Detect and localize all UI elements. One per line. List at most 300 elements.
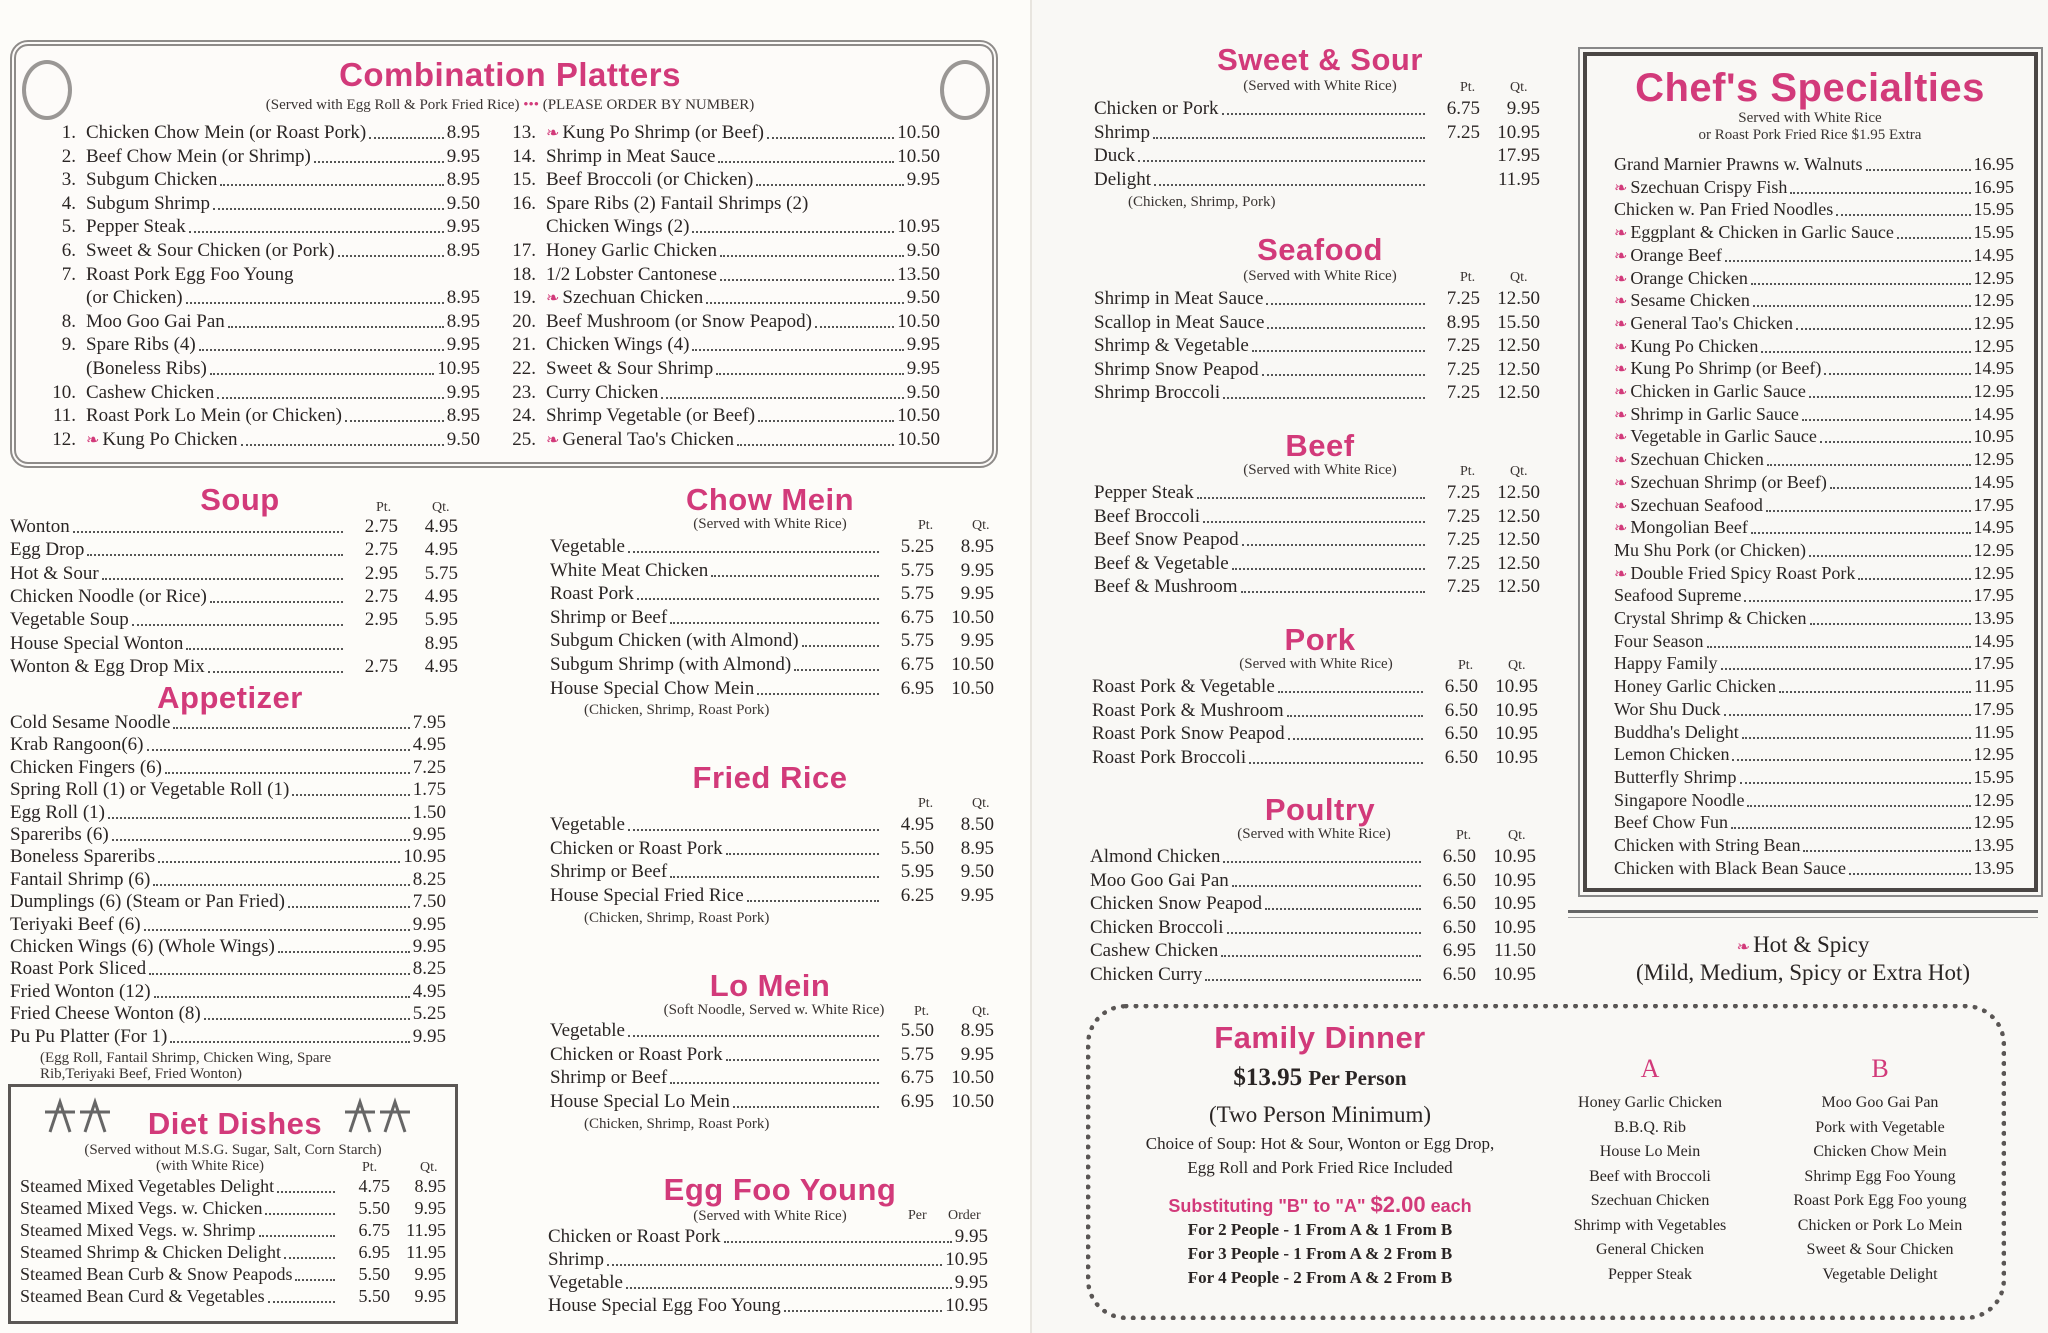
family-choice-item: Shrimp Egg Foo Young (1804, 1167, 1956, 1185)
combo-item (40, 287, 480, 310)
appetizer-item (10, 779, 446, 802)
item-price: 17.95 (1973, 698, 2014, 719)
item-price-pt: 7.25 (1446, 505, 1480, 527)
seafood-item (1094, 335, 1540, 358)
pupu-note-1: (Egg Roll, Fantail Shrimp, Chicken Wing, Spare (40, 1050, 332, 1066)
chow-mein-item (550, 654, 994, 677)
leader-dots (186, 648, 343, 650)
poultry-title: Poultry (1264, 792, 1376, 827)
chefs-specialties-title: Chef's Specialties (1635, 66, 1985, 110)
chef-figure-icon (340, 1092, 420, 1136)
family-minimum: (Two Person Minimum) (1209, 1102, 1431, 1127)
seafood-item (1094, 382, 1540, 405)
leader-dots (144, 929, 410, 931)
item-name: Fantail Shrimp (6) (10, 868, 151, 890)
item-price-qt: 11.95 (406, 1242, 446, 1262)
item-price: 12.95 (1973, 744, 2014, 765)
item-name: White Meat Chicken (550, 559, 709, 581)
item-price-pt: 8.95 (1446, 311, 1480, 333)
item-name: Steamed Bean Curb & Snow Peapods (20, 1264, 293, 1284)
item-name: Vegetable (548, 1272, 623, 1293)
item-price: 9.50 (906, 287, 940, 309)
item-name: Steamed Bean Curd & Vegetables (20, 1286, 265, 1306)
item-name: Subgum Chicken (with Almond) (550, 630, 799, 652)
family-people-rule: For 2 People - 1 From A & 1 From B (1187, 1220, 1453, 1239)
item-price: 11.95 (1974, 676, 2014, 697)
leader-dots (1820, 441, 1971, 443)
poultry-qt-header: Qt. (1508, 828, 1526, 843)
leader-dots (670, 622, 879, 624)
item-number: 20. (512, 310, 536, 332)
item-name: Chicken Curry (1090, 964, 1203, 985)
item-price-qt: 4.95 (424, 655, 458, 677)
combo-item (500, 311, 940, 334)
item-price: 7.25 (412, 756, 446, 778)
item-name: Egg Drop (10, 539, 85, 561)
seafood-item (1094, 312, 1540, 335)
chef-special-item (1614, 358, 2014, 381)
leader-dots (1744, 600, 1970, 602)
fried-rice-note: (Chicken, Shrimp, Roast Pork) (584, 910, 770, 926)
item-price: 10.95 (403, 846, 446, 868)
item-name: Lemon Chicken (1614, 744, 1730, 765)
diet-subtitle-2: (with White Rice) (155, 1158, 265, 1174)
item-price-pt: 6.75 (900, 1067, 934, 1089)
item-price: 8.95 (446, 310, 480, 332)
item-name: Pepper Steak (86, 216, 186, 238)
chow-mein-item (550, 536, 994, 559)
appetizer-item (10, 1026, 446, 1049)
combo-item (500, 382, 940, 405)
item-name: Chicken or Roast Pork (550, 837, 723, 859)
item-name: Pepper Steak (1094, 482, 1194, 503)
item-price-qt: 4.95 (424, 539, 458, 561)
item-number: 9. (61, 334, 76, 356)
leader-dots (284, 1257, 335, 1259)
leader-dots (726, 1059, 879, 1061)
item-name: Seafood Supreme (1614, 585, 1742, 606)
item-price-qt: 15.50 (1497, 311, 1540, 333)
scroll-ornament-right (940, 60, 990, 120)
item-name: Eggplant & Chicken in Garlic Sauce (1630, 222, 1894, 243)
item-price: 14.95 (1973, 244, 2014, 265)
item-price-pt: 6.95 (1442, 940, 1476, 962)
item-name: Roast Pork Sliced (10, 958, 147, 980)
chow-mein-subtitle: (Served with White Rice) (693, 516, 847, 532)
item-price: 13.95 (1973, 608, 2014, 628)
item-name: Roast Pork & Vegetable (1092, 676, 1275, 697)
sweet-sour-note: (Chicken, Shrimp, Pork) (1128, 194, 1276, 210)
item-name: Szechuan Crispy Fish (1630, 176, 1788, 197)
hot-pepper-icon: ❧ (1614, 406, 1628, 424)
soup-pt-header: Pt. (376, 500, 392, 515)
item-name: Honey Garlic Chicken (1614, 676, 1776, 697)
leader-dots (112, 839, 410, 841)
sweet-sour-title: Sweet & Sour (1217, 42, 1423, 77)
item-name: Chicken in Garlic Sauce (1630, 381, 1806, 401)
item-name: Roast Pork Egg Foo Young (86, 263, 294, 285)
appetizer-item (10, 936, 446, 959)
leader-dots (1897, 237, 1971, 239)
item-name: Shrimp or Beef (550, 861, 668, 883)
friedrice-qt-header: Qt. (972, 796, 990, 811)
item-price-qt: 12.50 (1497, 382, 1540, 404)
item-price-pt: 7.25 (1446, 335, 1480, 357)
item-price-pt: 6.25 (900, 884, 934, 906)
leader-dots (369, 137, 444, 139)
item-price-pt: 6.75 (358, 1220, 390, 1240)
chef-special-item (1614, 381, 2014, 404)
beef-item (1094, 529, 1540, 552)
egg-foo-young-item (548, 1272, 988, 1295)
item-price: 9.95 (446, 145, 480, 167)
egg-foo-per-header: Per (908, 1208, 927, 1223)
item-price: 9.50 (906, 381, 940, 403)
poultry-subtitle: (Served with White Rice) (1237, 826, 1391, 842)
item-price: 8.95 (446, 122, 480, 143)
item-name: House Special Egg Foo Young (548, 1295, 781, 1316)
item-price-pt: 6.50 (1442, 846, 1476, 867)
family-dinner-title: Family Dinner (1214, 1020, 1426, 1055)
leader-dots (265, 1213, 335, 1215)
item-name: House Special Wonton (10, 632, 184, 654)
leader-dots (1232, 568, 1425, 570)
item-name: Vegetable (550, 814, 625, 835)
item-price-pt: 5.75 (900, 1043, 934, 1065)
appetizer-item (10, 891, 446, 914)
leader-dots (154, 996, 410, 998)
appetizer-item (10, 846, 446, 869)
item-price: 8.95 (446, 287, 480, 309)
combo-item (40, 264, 480, 287)
seafood-pt-header: Pt. (1460, 270, 1476, 285)
diet-item (20, 1242, 446, 1265)
item-price-qt: 4.95 (424, 516, 458, 537)
leader-dots (626, 1287, 952, 1289)
item-price: 9.50 (906, 240, 940, 261)
leader-dots (170, 1041, 409, 1043)
item-name: Butterfly Shrimp (1614, 766, 1737, 787)
item-name: Fried Wonton (12) (10, 980, 151, 1002)
leader-dots (149, 973, 410, 975)
item-number: 11. (52, 405, 76, 427)
item-price: 12.95 (1973, 312, 2014, 333)
item-price: 9.95 (446, 216, 480, 238)
leader-dots (1288, 738, 1423, 740)
item-price-pt: 6.95 (900, 1090, 934, 1112)
item-name: Roast Pork & Mushroom (1092, 699, 1284, 721)
seafood-item (1094, 359, 1540, 382)
leader-dots (1866, 169, 1971, 171)
item-price-qt: 17.95 (1497, 145, 1540, 167)
pork-title: Pork (1284, 622, 1356, 657)
item-name: Hot & Sour (10, 562, 99, 584)
chowmein-qt-header: Qt. (972, 518, 990, 533)
egg-foo-young-item (548, 1295, 988, 1318)
leader-dots (102, 578, 343, 580)
item-price: 9.95 (412, 936, 446, 957)
chef-special-item (1614, 404, 2014, 427)
item-name: Orange Chicken (1630, 267, 1748, 288)
chef-special-item (1614, 767, 2014, 790)
diet-item (20, 1176, 446, 1199)
item-name: Boneless Spareribs (10, 846, 156, 868)
combo-item (40, 405, 480, 428)
combo-item (500, 240, 940, 263)
chef-subtitle-1: Served with White Rice (1738, 110, 1882, 126)
item-price-pt: 2.75 (364, 655, 398, 677)
leader-dots (165, 772, 410, 774)
item-name: Steamed Shrimp & Chicken Delight (20, 1242, 281, 1262)
item-name: Chicken Fingers (6) (10, 756, 162, 778)
leader-dots (1830, 487, 1971, 489)
leader-dots (158, 861, 400, 863)
chow-mein-title: Chow Mein (685, 482, 855, 517)
leader-dots (1731, 827, 1971, 829)
leader-dots (1249, 762, 1423, 764)
item-price: 12.95 (1973, 267, 2014, 288)
poultry-item (1090, 917, 1536, 940)
leader-dots (784, 1310, 942, 1312)
combo-item (40, 240, 480, 263)
leader-dots (1267, 327, 1425, 329)
combo-item (500, 122, 940, 145)
item-price-pt: 5.50 (900, 1020, 934, 1041)
chef-special-item (1614, 540, 2014, 563)
leader-dots (1223, 861, 1421, 863)
item-name: Fried Cheese Wonton (8) (10, 1003, 201, 1025)
leader-dots (173, 727, 409, 729)
item-name: Beef Chow Fun (1614, 812, 1728, 833)
leader-dots (767, 137, 894, 139)
combo-item (40, 311, 480, 334)
item-name: Beef & Mushroom (1094, 576, 1238, 598)
egg-foo-order-header: Order (948, 1208, 981, 1223)
item-number: 8. (61, 310, 76, 332)
leader-dots (1153, 137, 1425, 139)
item-name: Egg Roll (1) (10, 801, 105, 823)
hot-pepper-icon: ❧ (546, 290, 560, 308)
leader-dots (1222, 113, 1425, 115)
leader-dots (1858, 578, 1970, 580)
diet-subtitle-1: (Served without M.S.G. Sugar, Salt, Corn Starch) (84, 1142, 382, 1158)
combo-item (40, 122, 480, 145)
item-name: Shrimp & Vegetable (1094, 335, 1249, 357)
item-price: 9.95 (412, 1025, 446, 1047)
soup-qt-header: Qt. (432, 500, 450, 515)
leader-dots (1779, 691, 1971, 693)
item-price: 7.95 (412, 712, 446, 733)
item-name: Chicken w. Pan Fried Noodles (1614, 199, 1834, 220)
item-price: 14.95 (1973, 517, 2014, 538)
item-price-pt: 7.25 (1446, 576, 1480, 598)
leader-dots (1203, 521, 1425, 523)
sweet-sour-item (1094, 169, 1540, 192)
item-price: 10.95 (437, 358, 480, 379)
item-name: Sweet & Sour Shrimp (546, 358, 714, 379)
item-number: 5. (61, 216, 76, 238)
hot-pepper-icon: ❧ (1614, 338, 1628, 356)
item-number: 10. (52, 381, 76, 403)
pork-subtitle: (Served with White Rice) (1239, 656, 1393, 672)
chow-mein-item (550, 583, 994, 606)
leader-dots (1278, 691, 1423, 693)
item-name: Chicken Broccoli (1090, 916, 1224, 938)
leader-dots (295, 1279, 335, 1281)
fried-rice-item (550, 885, 994, 908)
soup-item (10, 656, 458, 679)
item-price: 9.95 (446, 334, 480, 356)
lo-mein-subtitle: (Soft Noodle, Served w. White Rice) (663, 1002, 885, 1018)
item-price: 10.95 (945, 1295, 988, 1316)
item-price-pt: 7.25 (1446, 121, 1480, 143)
item-name: Chicken Wings (2) (546, 216, 690, 238)
item-name: Wonton (10, 516, 70, 537)
appetizer-item (10, 734, 446, 757)
leader-dots (108, 817, 410, 819)
lo-mein-item (550, 1020, 994, 1043)
item-price: 9.95 (446, 381, 480, 403)
item-name: Subgum Chicken (86, 169, 218, 191)
item-name: Shrimp (548, 1249, 604, 1270)
diet-pt-header: Pt. (362, 1160, 378, 1175)
leader-dots (210, 601, 343, 603)
leader-dots (189, 231, 444, 233)
poultry-item (1090, 940, 1536, 963)
item-price-pt: 4.95 (900, 814, 934, 835)
item-price-pt: 7.25 (1446, 529, 1480, 551)
item-number: 3. (61, 169, 76, 191)
chef-special-item (1614, 699, 2014, 722)
combo-item (40, 216, 480, 239)
soup-item (10, 586, 458, 609)
item-price: 17.95 (1973, 494, 2014, 515)
leader-dots (1227, 932, 1422, 934)
leader-dots (292, 794, 409, 796)
item-number: 18. (512, 263, 536, 285)
item-price: 1.75 (412, 779, 446, 801)
pork-pt-header: Pt. (1458, 658, 1474, 673)
appetizer-item (10, 802, 446, 825)
seafood-qt-header: Qt. (1510, 270, 1528, 285)
item-price: 14.95 (1973, 471, 2014, 492)
hot-pepper-icon: ❧ (546, 125, 560, 142)
sweetsour-pt-header: Pt. (1460, 80, 1476, 95)
family-price: $13.95 Per Person (1233, 1064, 1407, 1091)
family-included: Egg Roll and Pork Fried Rice Included (1187, 1158, 1453, 1177)
item-number: 19. (512, 287, 536, 309)
item-price: 12.95 (1973, 539, 2014, 560)
item-price-pt: 5.75 (900, 583, 934, 605)
item-name: Grand Marnier Prawns w. Walnuts (1614, 154, 1863, 174)
item-name: House Special Fried Rice (550, 884, 744, 906)
item-price: 16.95 (1973, 176, 2014, 197)
chef-special-item (1614, 676, 2014, 699)
item-price-qt: 10.95 (1495, 723, 1538, 745)
family-substitution: Substituting "B" to "A" $2.00 each (1168, 1192, 1472, 1217)
item-name: Wor Shu Duck (1614, 698, 1721, 719)
item-name: Mongolian Beef (1630, 517, 1748, 538)
item-name: Vegetable Soup (10, 609, 129, 631)
item-price: 12.95 (1973, 290, 2014, 311)
item-price: 8.95 (446, 405, 480, 427)
lo-mein-note: (Chicken, Shrimp, Roast Pork) (584, 1116, 770, 1132)
leader-dots (1241, 591, 1425, 593)
item-price-pt: 5.50 (358, 1286, 390, 1306)
item-price-pt: 5.95 (900, 861, 934, 883)
combo-item (500, 358, 940, 381)
combo-item (40, 358, 480, 381)
leader-dots (628, 1035, 879, 1037)
egg-foo-young-item (548, 1226, 988, 1249)
item-name: (or Chicken) (86, 287, 183, 309)
leader-dots (1724, 714, 1971, 716)
leader-dots (1138, 160, 1425, 162)
leader-dots (720, 255, 904, 257)
item-price-qt: 10.50 (951, 606, 994, 628)
beef-item (1094, 482, 1540, 505)
item-name: Roast Pork Snow Peapod (1092, 723, 1285, 745)
chef-special-item (1614, 245, 2014, 268)
item-price-qt: 11.95 (406, 1220, 446, 1240)
leader-dots (1205, 979, 1421, 981)
fried-rice-item (550, 861, 994, 884)
family-choice-item: Moo Goo Gai Pan (1821, 1094, 1939, 1111)
item-price-pt: 5.75 (900, 630, 934, 652)
item-name: Buddha's Delight (1614, 721, 1739, 742)
item-price: 12.95 (1973, 562, 2014, 583)
chef-special-item (1614, 495, 2014, 518)
item-name: Shrimp in Garlic Sauce (1630, 403, 1799, 424)
item-price: 8.95 (446, 240, 480, 261)
item-price-pt: 7.25 (1446, 382, 1480, 404)
item-name: Kung Po Shrimp (or Beef) (1630, 358, 1822, 379)
item-price: 10.50 (897, 310, 940, 332)
item-price-pt: 2.95 (364, 609, 398, 631)
hot-pepper-icon: ❧ (1614, 384, 1628, 401)
leader-dots (670, 1082, 879, 1084)
leader-dots (1732, 759, 1970, 761)
item-price: 9.95 (954, 1272, 988, 1293)
item-name: (Boneless Ribs) (86, 358, 207, 379)
combo-item (500, 193, 940, 216)
spice-levels-legend: (Mild, Medium, Spicy or Extra Hot) (1635, 960, 1971, 985)
soup-item (10, 539, 458, 562)
beef-qt-header: Qt. (1510, 464, 1528, 479)
item-price: 10.50 (897, 122, 940, 143)
leader-dots (228, 326, 444, 328)
item-price: 12.95 (1973, 789, 2014, 810)
hot-pepper-icon: ❧ (1614, 520, 1628, 538)
item-name: Shrimp or Beef (550, 606, 668, 628)
poultry-item (1090, 870, 1536, 893)
item-number: 1. (61, 122, 76, 143)
item-price: 12.95 (1973, 381, 2014, 401)
lo-mein-title: Lo Mein (709, 968, 831, 1003)
family-col-a-label: A (1640, 1054, 1660, 1083)
family-choice-item: Honey Garlic Chicken (1578, 1094, 1722, 1111)
item-name: Chicken Chow Mein (or Roast Pork) (86, 122, 367, 143)
item-price: 10.95 (945, 1249, 988, 1270)
leader-dots (1767, 464, 1971, 466)
item-name: Beef & Vegetable (1094, 552, 1229, 574)
item-name: Scallop in Meat Sauce (1094, 311, 1265, 333)
leader-dots (241, 444, 444, 446)
item-name: Chicken or Roast Pork (548, 1226, 721, 1247)
item-number: 22. (512, 358, 536, 379)
hot-spicy-legend: ❧ Hot & Spicy (1736, 932, 1870, 957)
item-name: Sesame Chicken (1630, 290, 1750, 311)
